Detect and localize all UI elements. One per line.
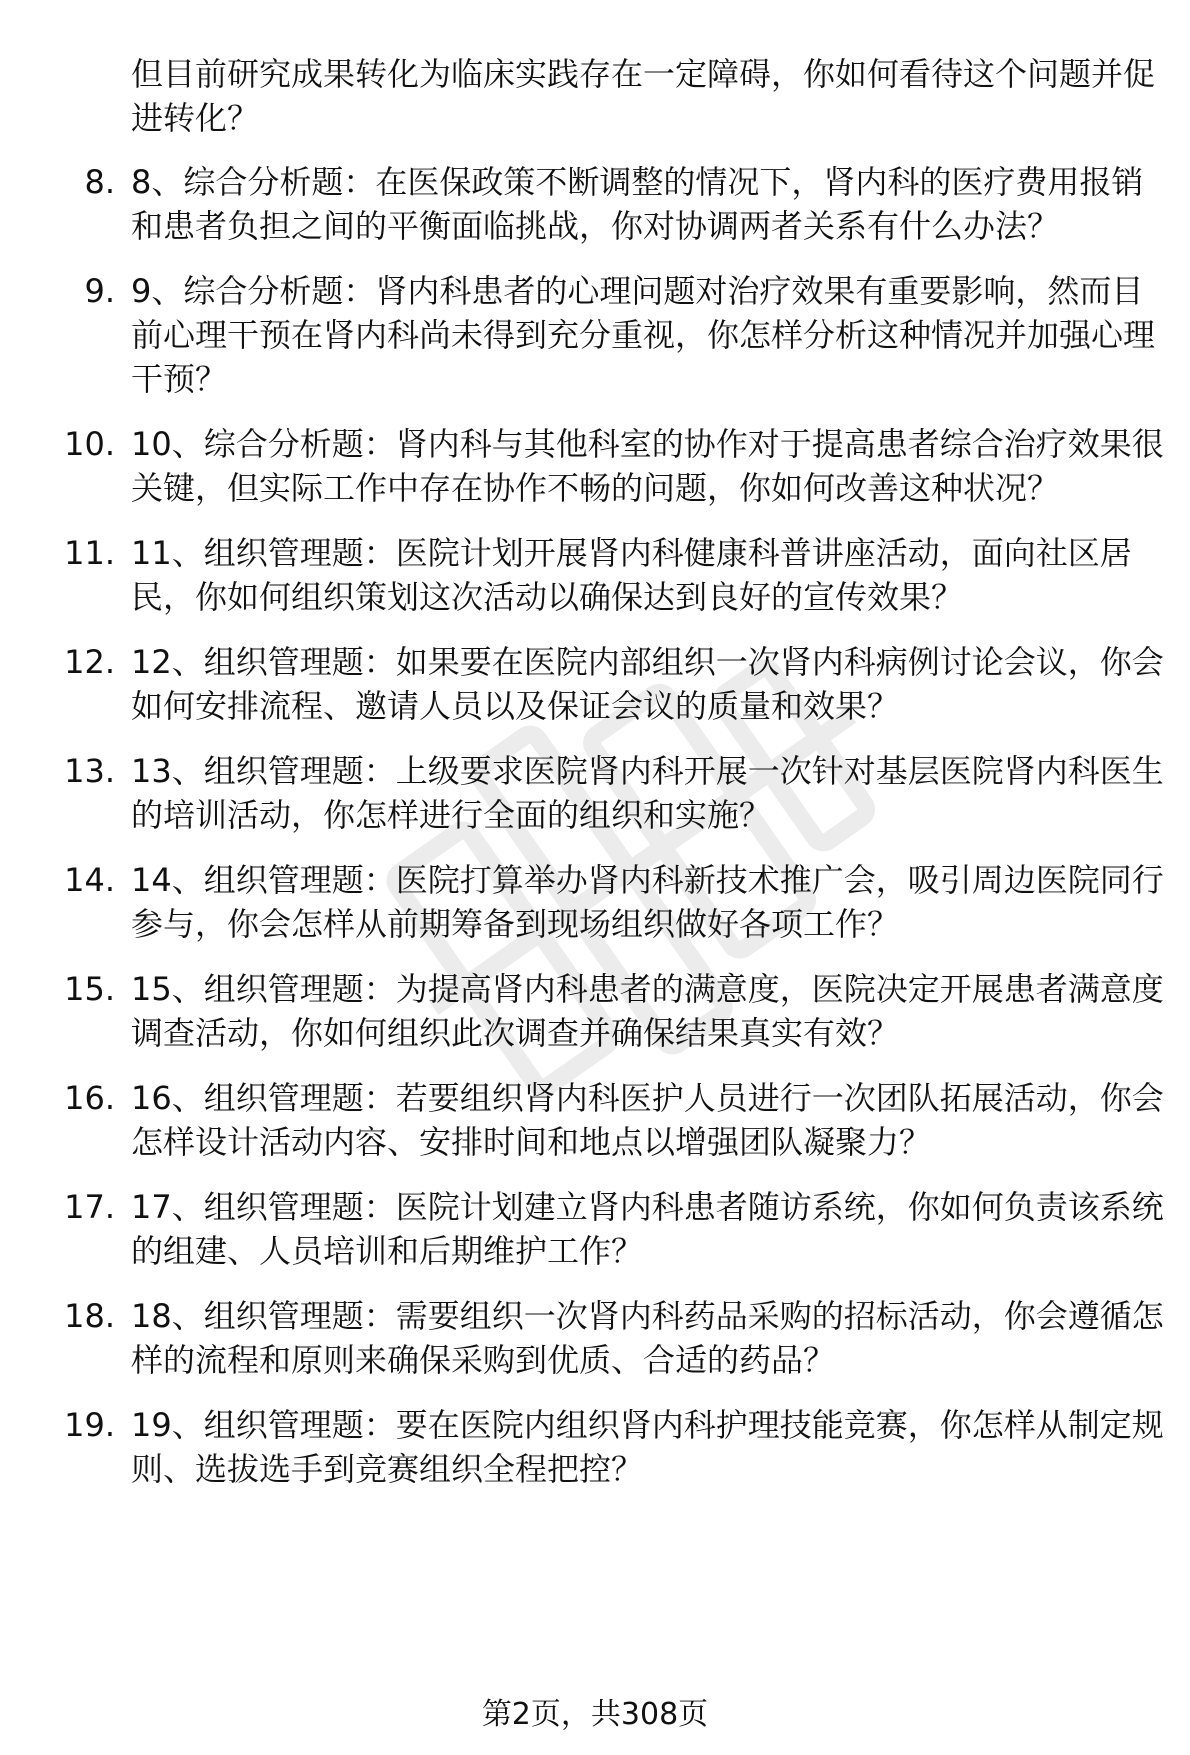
question-item	[0, 858, 1190, 946]
question-item	[0, 1294, 1190, 1382]
question-number: 11.	[64, 534, 115, 572]
question-item	[0, 967, 1190, 1055]
question-item	[0, 749, 1190, 837]
question-text: 9、综合分析题：肾内科患者的心理问题对治疗效果有重要影响，然而目前心理干预在肾内科尚未得到充分重视，你怎样分析这种情况并加强心理干预？	[131, 272, 1156, 398]
question-number: 9.	[84, 272, 115, 310]
question-text: 10、综合分析题：肾内科与其他科室的协作对于提高患者综合治疗效果很关键，但实际工作中存在协作不畅的问题，你如何改善这种状况？	[131, 425, 1164, 507]
question-item	[0, 531, 1190, 619]
question-number: 10.	[64, 425, 115, 463]
question-text: 8、综合分析题：在医保政策不断调整的情况下，肾内科的医疗费用报销和患者负担之间的平衡面临挑战，你对协调两者关系有什么办法？	[131, 163, 1144, 245]
question-item	[0, 1403, 1190, 1491]
question-item	[0, 269, 1190, 401]
question-number: 17.	[64, 1188, 115, 1226]
question-item	[0, 640, 1190, 728]
question-text: 15、组织管理题：为提高肾内科患者的满意度，医院决定开展患者满意度调查活动，你如何组织此次调查并确保结果真实有效？	[131, 970, 1164, 1052]
question-text: 13、组织管理题：上级要求医院肾内科开展一次针对基层医院肾内科医生的培训活动，你怎样进行全面的组织和实施？	[131, 752, 1164, 834]
question-number: 14.	[64, 861, 115, 899]
question-number: 15.	[64, 970, 115, 1008]
question-item	[0, 160, 1190, 248]
question-list	[0, 160, 1190, 1512]
question-number: 18.	[64, 1297, 115, 1335]
question-number: 16.	[64, 1079, 115, 1117]
question-text: 19、组织管理题：要在医院内组织肾内科护理技能竞赛，你怎样从制定规则、选拔选手到竞赛组织全程把控？	[131, 1406, 1164, 1488]
question-item	[0, 422, 1190, 510]
question-item	[0, 1185, 1190, 1273]
question-number: 12.	[64, 643, 115, 681]
question-text: 16、组织管理题：若要组织肾内科医护人员进行一次团队拓展活动，你会怎样设计活动内容、安排时间和地点以增强团队凝聚力？	[131, 1079, 1164, 1161]
question-item	[0, 1076, 1190, 1164]
question-number: 13.	[64, 752, 115, 790]
continuation-text: 但目前研究成果转化为临床实践存在一定障碍，你如何看待这个问题并促进转化？	[131, 55, 1156, 137]
question-text: 18、组织管理题：需要组织一次肾内科药品采购的招标活动，你会遵循怎样的流程和原则来确保采购到优质、合适的药品？	[131, 1297, 1164, 1379]
question-number: 8.	[84, 163, 115, 201]
question-text: 11、组织管理题：医院计划开展肾内科健康科普讲座活动，面向社区居民，你如何组织策划这次活动以确保达到良好的宣传效果？	[131, 534, 1132, 616]
question-number: 19.	[64, 1406, 115, 1444]
page-footer: 第2页，共308页	[481, 1697, 709, 1732]
question-text: 14、组织管理题：医院打算举办肾内科新技术推广会，吸引周边医院同行参与，你会怎样从前期筹备到现场组织做好各项工作？	[131, 861, 1164, 943]
question-text: 12、组织管理题：如果要在医院内部组织一次肾内科病例讨论会议，你会如何安排流程、邀请人员以及保证会议的质量和效果？	[131, 643, 1164, 725]
question-text: 17、组织管理题：医院计划建立肾内科患者随访系统，你如何负责该系统的组建、人员培训和后期维护工作？	[131, 1188, 1164, 1270]
